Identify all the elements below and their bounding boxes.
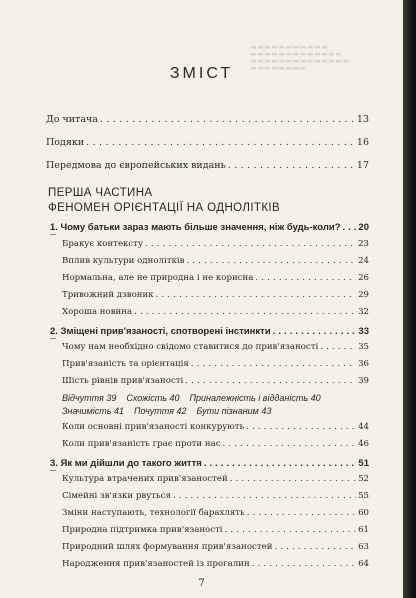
subtopic: Почуття 42 <box>133 406 187 416</box>
section-entry[interactable] <box>62 359 369 369</box>
section-entry[interactable] <box>62 491 369 501</box>
section-entry[interactable] <box>62 256 369 266</box>
chapter-page: 20 <box>358 222 369 233</box>
section-label: Сімейні зв'язки рвуться <box>62 491 171 501</box>
leader-dots <box>156 290 356 300</box>
toc-entry[interactable] <box>46 160 369 171</box>
section-page: 60 <box>358 508 369 518</box>
leader-dots <box>86 137 355 148</box>
section-label: Прив'язаність та орієнтація <box>62 359 189 369</box>
section-entry[interactable] <box>62 542 369 552</box>
chapter-page: 33 <box>358 326 369 337</box>
chapter-label: 1. Чому батьки зараз мають більше значення, ніж будь-коли? <box>50 222 341 233</box>
section-entry[interactable] <box>62 290 369 300</box>
section-page: 36 <box>358 359 369 369</box>
leader-dots <box>255 273 356 283</box>
leader-dots <box>204 458 357 469</box>
leader-dots <box>247 508 356 518</box>
leader-dots <box>230 474 356 484</box>
chapter-entry[interactable] <box>50 458 369 469</box>
section-label: Природний шлях формування прив'язаностей <box>62 542 273 552</box>
toc-entry-page: 13 <box>356 114 369 125</box>
chapter-rule <box>50 470 56 471</box>
section-page: 26 <box>358 273 369 283</box>
section-entry[interactable] <box>62 474 369 484</box>
subtopic: Відчуття 39 <box>62 393 117 403</box>
leader-dots <box>134 307 356 317</box>
subtopic: Схожість 40 <box>126 393 180 403</box>
leader-dots <box>173 491 356 501</box>
toc-entry-page: 17 <box>356 160 369 171</box>
chapter-entry[interactable] <box>50 222 369 233</box>
section-entry[interactable] <box>62 525 369 535</box>
subtopic: Приналежність і відданість 40 <box>189 393 321 403</box>
section-entry[interactable] <box>62 559 369 569</box>
leader-dots <box>252 559 356 569</box>
leader-dots <box>246 422 356 432</box>
section-page: 61 <box>358 525 369 535</box>
chapter-entry[interactable] <box>50 326 369 337</box>
section-page: 23 <box>358 239 369 249</box>
leader-dots <box>320 342 356 352</box>
subtopics-line <box>62 393 331 403</box>
leader-dots <box>145 239 356 249</box>
toc-entry-page: 16 <box>356 137 369 148</box>
section-entry[interactable] <box>62 439 369 449</box>
section-entry[interactable] <box>62 239 369 249</box>
bleed-through-text: ▬▬▬▬▬▬▬▬▬▬▬ ▬▬▬▬▬▬▬▬▬▬▬▬▬ ▬▬▬▬▬▬▬▬▬▬▬▬▬▬ ▬▬▬▬▬▬▬▬ <box>250 43 350 72</box>
leader-dots <box>273 326 357 337</box>
toc-entry-label: Подяки <box>46 137 85 148</box>
leader-dots <box>186 256 356 266</box>
leader-dots <box>343 222 357 233</box>
section-label: Зміни наступають, технології барахлять <box>62 508 245 518</box>
leader-dots <box>223 439 357 449</box>
chapter-label: 3. Як ми дійшли до такого життя <box>50 458 202 469</box>
section-page: 52 <box>358 474 369 484</box>
leader-dots <box>225 525 357 535</box>
section-page: 32 <box>358 307 369 317</box>
leader-dots <box>228 160 355 171</box>
page-number: 7 <box>198 578 205 589</box>
section-page: 24 <box>358 256 369 266</box>
section-label: Бракує контексту <box>62 239 144 249</box>
section-label: Коли прив'язаність грає проти нас <box>62 439 221 449</box>
book-edge <box>403 0 416 598</box>
subtopics-line <box>62 406 281 416</box>
section-label: Чому нам необхідно свідомо ставитися до прив'язаності <box>62 342 319 352</box>
section-page: 64 <box>358 559 369 569</box>
chapter-rule <box>50 234 56 235</box>
section-entry[interactable] <box>62 422 369 432</box>
section-entry[interactable] <box>62 342 369 352</box>
leader-dots <box>191 359 356 369</box>
section-entry[interactable] <box>62 307 369 317</box>
section-label: Хороша новина <box>62 307 133 317</box>
toc-entry[interactable] <box>46 137 369 148</box>
section-entry[interactable] <box>62 508 369 518</box>
section-page: 46 <box>358 439 369 449</box>
subtopic: Бути пізнаним 43 <box>196 406 272 416</box>
section-label: Шість рівнів прив'язаності <box>62 376 184 386</box>
section-page: 39 <box>358 376 369 386</box>
toc-title: ЗМІСТ <box>169 65 234 82</box>
toc-entry[interactable] <box>46 114 369 125</box>
section-label: Вплив культури однолітків <box>62 256 185 266</box>
chapter-rule <box>50 338 56 339</box>
toc-entry-label: Передмова до європейських видань <box>46 160 226 171</box>
section-page: 55 <box>358 491 369 501</box>
section-label: Нормальна, але не природна і не корисна <box>62 273 254 283</box>
section-entry[interactable] <box>62 273 369 283</box>
part-heading-line2: ФЕНОМЕН ОРІЄНТАЦІЇ НА ОДНОЛІТКІВ <box>48 202 281 214</box>
chapter-label: 2. Зміщені прив'язаності, спотворені інстинкти <box>50 326 271 337</box>
section-page: 35 <box>358 342 369 352</box>
leader-dots <box>100 114 355 125</box>
leader-dots <box>185 376 356 386</box>
part-heading-line1: ПЕРША ЧАСТИНА <box>48 187 153 199</box>
section-label: Природна підтримка прив'язаності <box>62 525 223 535</box>
section-label: Народження прив'язаностей із прогалин <box>62 559 250 569</box>
section-page: 29 <box>358 290 369 300</box>
toc-entry-label: До читача <box>46 114 98 125</box>
leader-dots <box>274 542 356 552</box>
section-label: Тривожний дзвоник <box>62 290 154 300</box>
section-page: 44 <box>358 422 369 432</box>
chapter-page: 51 <box>358 458 369 469</box>
subtopic: Значимість 41 <box>62 406 124 416</box>
section-label: Коли основні прив'язаності конкурують <box>62 422 245 432</box>
section-page: 63 <box>358 542 369 552</box>
section-label: Культура втрачених прив'язаностей <box>62 474 228 484</box>
section-entry[interactable] <box>62 376 369 386</box>
